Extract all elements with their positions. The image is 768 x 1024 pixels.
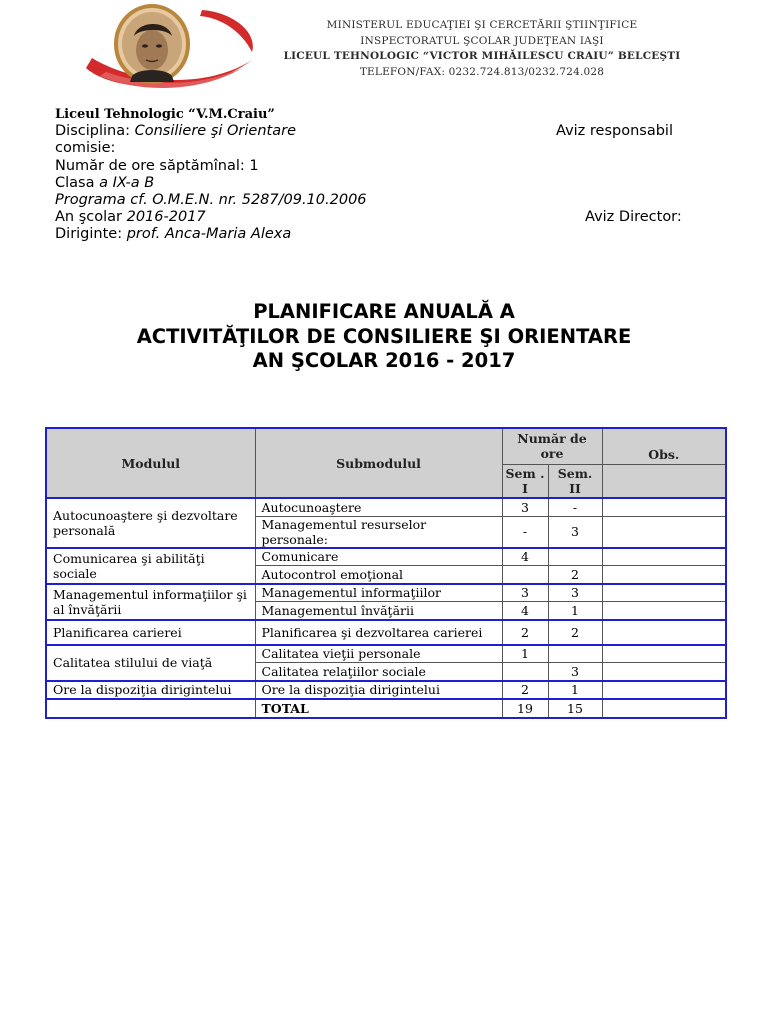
sem1-cell: 4 [502, 602, 548, 620]
sem2-cell: 3 [548, 663, 602, 681]
table-row [46, 681, 726, 699]
submodul-cell: Planificarea şi dezvoltarea carierei [255, 620, 502, 645]
diriginte-label: Diriginte: [55, 226, 123, 243]
modul-cell: Ore la dispoziţia dirigintelui [46, 681, 255, 699]
obs-cell [602, 498, 726, 516]
diriginte-value: prof. Anca-Maria Alexa [126, 226, 292, 243]
school-logo-portrait [82, 2, 260, 94]
planning-table [45, 427, 727, 719]
submodul-cell: Managementul informaţiilor [255, 584, 502, 602]
disciplina-label: Disciplina: [55, 123, 130, 140]
total-empty-cell [46, 699, 255, 718]
total-row [46, 699, 726, 718]
letterhead [0, 0, 768, 100]
ore-label: Număr de ore săptămînal: [55, 157, 245, 174]
header-obs: Obs. [602, 428, 726, 464]
obs-cell [602, 681, 726, 699]
document-title [0, 300, 768, 374]
school-line: Liceul Tehnologic “V.M.Craiu” [55, 107, 275, 122]
clasa-value: a IX-a B [99, 174, 155, 191]
aviz-responsabil-label: Aviz responsabil [556, 123, 673, 140]
table-row [46, 498, 726, 516]
sem2-cell: 2 [548, 566, 602, 584]
submodul-cell: Comunicare [255, 548, 502, 566]
an-scolar-line [55, 209, 715, 226]
modul-cell: Planificarea carierei [46, 620, 255, 645]
sem2-cell: - [548, 498, 602, 516]
header-sem-1: Sem . I [502, 464, 548, 498]
header-submodulul: Submodulul [255, 428, 502, 498]
title-line-2: ACTIVITĂŢILOR DE CONSILIERE ŞI ORIENTARE [136, 324, 632, 348]
ore-value: 1 [249, 157, 259, 174]
obs-cell [602, 548, 726, 566]
table-row [46, 645, 726, 663]
school-name: LICEUL TEHNOLOGIC “VICTOR MIHĂILESCU CRAIU” BELCEŞTI [283, 50, 681, 62]
institution-header [262, 18, 702, 80]
submodul-cell: Autocontrol emoţional [255, 566, 502, 584]
title-line-1: PLANIFICARE ANUALĂ A [253, 300, 515, 323]
table-body [46, 498, 726, 718]
obs-cell [602, 699, 726, 718]
inspectorate-name: INSPECTORATUL ŞCOLAR JUDEŢEAN IAŞI [360, 34, 604, 47]
modul-cell: Managementul informaţiilor şi al învăţării [46, 584, 255, 620]
modul-cell: Calitatea stilului de viaţă [46, 645, 255, 681]
clasa-label: Clasa [55, 174, 95, 191]
ministry-name: MINISTERUL EDUCAŢIEI ŞI CERCETĂRII ŞTIINŢIFICE [326, 19, 638, 31]
school-phone: TELEFON/FAX: 0232.724.813/0232.724.028 [359, 65, 605, 78]
submodul-cell: Autocunoaştere [255, 498, 502, 516]
document-meta [55, 106, 715, 244]
sem2-cell [548, 548, 602, 566]
modul-cell: Autocunoaştere şi dezvoltare personală [46, 498, 255, 548]
obs-cell [602, 516, 726, 548]
table-row [46, 584, 726, 602]
submodul-cell: Managementul resurselor personale: [255, 516, 502, 548]
total-label: TOTAL [255, 699, 502, 718]
programa-line: Programa cf. O.M.E.N. nr. 5287/09.10.2006 [55, 191, 367, 208]
submodul-cell: Ore la dispoziţia dirigintelui [255, 681, 502, 699]
obs-cell [602, 620, 726, 645]
ore-line [55, 158, 715, 175]
sem2-cell: 3 [548, 516, 602, 548]
header-modulul: Modulul [46, 428, 255, 498]
table-row [46, 548, 726, 566]
sem1-cell: - [502, 516, 548, 548]
an-scolar-label: An şcolar [55, 209, 122, 226]
sem1-cell: 2 [502, 620, 548, 645]
obs-cell [602, 663, 726, 681]
submodul-cell: Calitatea vieţii personale [255, 645, 502, 663]
header-sem-2: Sem. II [548, 464, 602, 498]
disciplina-value: Consiliere şi Orientare [134, 123, 296, 140]
sem2-cell: 1 [548, 681, 602, 699]
sem2-cell: 2 [548, 620, 602, 645]
submodul-cell: Managementul învăţării [255, 602, 502, 620]
obs-cell [602, 602, 726, 620]
sem1-cell [502, 566, 548, 584]
sem2-cell: 1 [548, 602, 602, 620]
an-scolar-value: 2016-2017 [126, 209, 206, 226]
modul-cell: Comunicarea şi abilităţi sociale [46, 548, 255, 584]
clasa-line [55, 175, 715, 192]
sem1-cell: 1 [502, 645, 548, 663]
aviz-director-label: Aviz Director: [585, 209, 682, 226]
submodul-cell: Calitatea relaţiilor sociale [255, 663, 502, 681]
obs-cell [602, 566, 726, 584]
sem2-cell [548, 645, 602, 663]
diriginte-line [55, 226, 715, 243]
disciplina-line [55, 123, 715, 140]
obs-cell [602, 645, 726, 663]
sem1-cell: 2 [502, 681, 548, 699]
sem1-cell [502, 663, 548, 681]
header-numar-ore: Număr de ore [502, 428, 602, 464]
comisie-line: comisie: [55, 140, 116, 157]
total-sem1: 19 [502, 699, 548, 718]
sem1-cell: 3 [502, 584, 548, 602]
header-obs-empty [602, 464, 726, 498]
total-sem2: 15 [548, 699, 602, 718]
sem1-cell: 3 [502, 498, 548, 516]
sem1-cell: 4 [502, 548, 548, 566]
table-row [46, 620, 726, 645]
title-line-3: AN ŞCOLAR 2016 - 2017 [252, 349, 516, 372]
sem2-cell: 3 [548, 584, 602, 602]
obs-cell [602, 584, 726, 602]
